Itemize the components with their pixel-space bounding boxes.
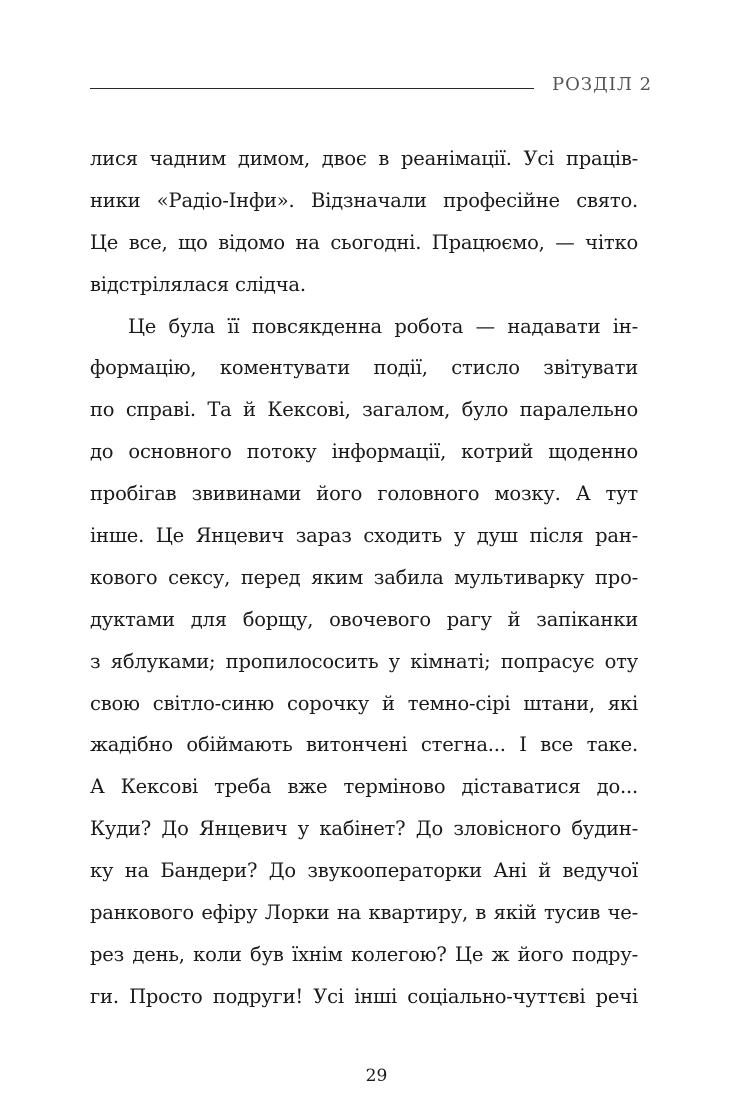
text-line: кового сексу, перед яким забила мультиварку про-: [90, 565, 638, 589]
text-line: дуктами для борщу, овочевого рагу й запіканки: [90, 607, 638, 631]
text-line: свою світло-синю сорочку й темно-сірі штани, які: [90, 691, 638, 715]
text-line: лися чадним димом, двоє в реанімації. Усі праців-: [90, 147, 638, 170]
body-text: [90, 138, 638, 1018]
text-line: Куди? До Янцевич у кабінет? До зловісного будин-: [90, 817, 638, 841]
text-line: інше. Це Янцевич зараз сходить у душ після ран-: [90, 524, 638, 548]
text-line: пробігав звивинами його головного мозку. А тут: [90, 482, 638, 506]
text-line: рез день, коли був їхнім колегою? Це ж його подру-: [90, 942, 638, 966]
running-head: РОЗДІЛ 2: [552, 74, 653, 95]
text-line: ники «Радіо-Інфи». Відзначали професійне свято.: [90, 188, 638, 212]
header-rule: [90, 88, 534, 89]
text-line: по справі. Та й Кексові, загалом, було паралельно: [90, 398, 638, 422]
text-line: ги. Просто подруги! Усі інші соціально-чуттєві речі: [90, 984, 638, 1008]
text-line: Це все, що відомо на сьогодні. Працюємо, — чітко: [90, 230, 638, 254]
text-line: А Кексові треба вже терміново діставатися до...: [90, 775, 638, 799]
text-line: до основного потоку інформації, котрий щоденно: [90, 440, 638, 464]
text-line: формацію, коментувати події, стисло звітувати: [90, 356, 638, 380]
text-line: жадібно обіймають витончені стегна... І все таке.: [90, 733, 638, 757]
text-line: ку на Бандери? До звукооператорки Ані й ведучої: [90, 859, 638, 883]
text-line: відстрілялася слідча.: [90, 272, 306, 296]
text-line: ранкового ефіру Лорки на квартиру, в якій тусив че-: [90, 901, 638, 925]
text-line: з яблуками; пропилососить у кімнаті; попрасує оту: [90, 649, 638, 673]
page-number: 29: [365, 1066, 388, 1086]
text-line: Це була її повсякденна робота — надавати ін-: [128, 314, 638, 338]
